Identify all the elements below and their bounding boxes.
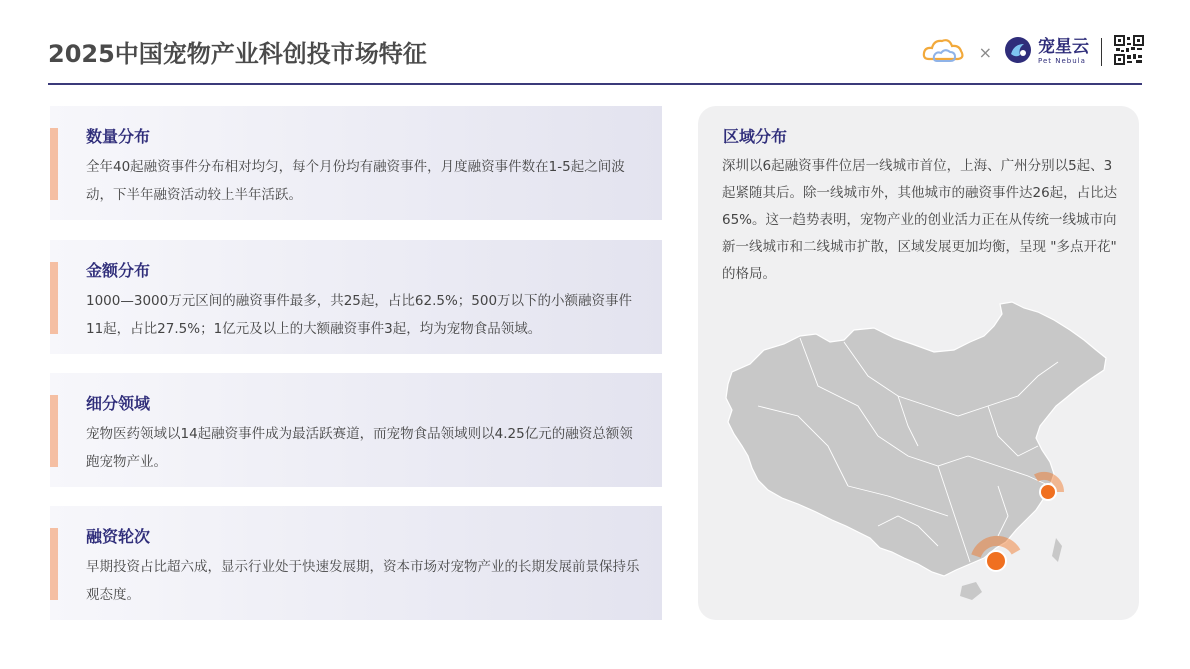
card-segment-fields bbox=[50, 373, 662, 487]
logo-separator bbox=[1101, 38, 1102, 66]
card-title: 融资轮次 bbox=[86, 527, 151, 546]
china-map bbox=[698, 106, 1139, 620]
card-quantity-distribution bbox=[50, 106, 662, 220]
card-title: 数量分布 bbox=[86, 127, 151, 146]
taiwan-island bbox=[1052, 538, 1062, 562]
card-accent-bar bbox=[50, 395, 58, 467]
card-title: 细分领域 bbox=[86, 394, 151, 413]
qr-code-icon bbox=[1114, 35, 1144, 69]
hainan-island bbox=[960, 582, 982, 600]
region-title: 区域分布 bbox=[723, 127, 788, 146]
card-funding-rounds bbox=[50, 506, 662, 620]
card-body: 全年40起融资事件分布相对均匀，每个月份均有融资事件，月度融资事件数在1-5起之间波动，下半年融资活动较上半年活跃。 bbox=[86, 159, 625, 203]
card-amount-distribution bbox=[50, 240, 662, 354]
card-accent-bar bbox=[50, 128, 58, 200]
region-distribution-panel bbox=[698, 106, 1139, 620]
card-body: 早期投资占比超六成，显示行业处于快速发展期，资本市场对宠物产业的长期发展前景保持乐观态度。 bbox=[86, 559, 640, 603]
card-body: 1000—3000万元区间的融资事件最多，共25起，占比62.5%；500万以下的小额融资事件11起，占比27.5%；1亿元及以上的大额融资事件3起，均为宠物食品领域。 bbox=[86, 293, 633, 337]
pet-nebula-logo-icon bbox=[1004, 36, 1032, 68]
header-logos bbox=[921, 34, 1144, 70]
brand-name: 宠星云 bbox=[1038, 37, 1089, 57]
brand-subtitle: Pet Nebula bbox=[1038, 57, 1086, 65]
region-body: 深圳以6起融资事件位居一线城市首位，上海、广州分别以5起、3起紧随其后。除一线城市外，其他城市的融资事件达26起，占比达65%。这一趋势表明，宠物产业的创业活力正在从传统一线城市向新一线城市和二线城市扩散，区域发展更加均衡，呈现 "多点开花" 的格局。 bbox=[722, 158, 1118, 282]
card-accent-bar bbox=[50, 528, 58, 600]
card-body: 宠物医药领域以14起融资事件成为最活跃赛道，而宠物食品领域则以4.25亿元的融资总额领跑宠物产业。 bbox=[86, 426, 633, 470]
times-symbol: × bbox=[978, 42, 992, 62]
header-divider bbox=[48, 83, 1142, 85]
card-accent-bar bbox=[50, 262, 58, 334]
cloud-logo-icon bbox=[921, 35, 967, 69]
china-map-outline bbox=[726, 302, 1106, 576]
card-title: 金额分布 bbox=[86, 261, 151, 280]
page-title: 2025中国宠物产业科创投市场特征 bbox=[48, 40, 427, 68]
pet-nebula-brand bbox=[1004, 36, 1089, 68]
